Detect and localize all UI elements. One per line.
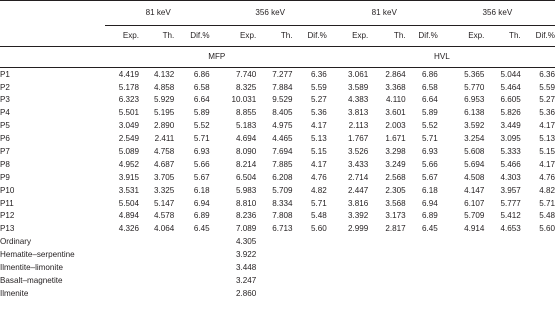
table-cell: 5.466 — [500, 159, 521, 169]
table-cell — [440, 287, 487, 300]
table-cell: 5.71 — [422, 134, 438, 144]
table-row — [0, 158, 555, 171]
table-cell: 5.36 — [539, 108, 555, 118]
table-cell: 5.52 — [193, 121, 210, 131]
table-cell — [176, 261, 211, 274]
table-cell: 5.826 — [500, 108, 521, 118]
table-cell: 5.67 — [422, 172, 438, 182]
table-cell: 3.568 — [385, 198, 406, 208]
table-row — [0, 107, 555, 120]
table-cell: 7.884 — [272, 82, 293, 92]
table-cell: 5.59 — [311, 82, 327, 92]
table-cell: 4.17 — [539, 121, 555, 131]
table-cell: 6.323 — [118, 95, 140, 105]
table-cell: 5.36 — [311, 108, 327, 118]
table-cell — [258, 287, 294, 300]
table-cell — [486, 261, 522, 274]
table-row — [0, 210, 555, 223]
table-cell: 5.504 — [118, 198, 140, 208]
table-cell: 1.671 — [385, 134, 406, 144]
table-cell: 5.71 — [539, 198, 555, 208]
table-cell: 3.049 — [118, 121, 140, 131]
table-row — [0, 94, 555, 107]
table-cell: 1.767 — [348, 134, 369, 144]
row-label: Ilmenite — [0, 288, 29, 298]
table-cell: 5.15 — [311, 146, 327, 156]
table-cell — [523, 236, 555, 249]
table-cell: 6.89 — [422, 211, 438, 221]
group-header-row — [0, 47, 555, 68]
table-cell — [295, 287, 329, 300]
table-cell: 3.705 — [154, 172, 175, 182]
table-cell — [105, 274, 141, 287]
table-cell: 4.82 — [311, 185, 327, 195]
table-row — [0, 223, 555, 236]
row-label: P2 — [0, 82, 10, 92]
table-cell: 3.915 — [118, 172, 140, 182]
table-cell: 4.894 — [118, 211, 140, 221]
table-cell — [486, 274, 522, 287]
table-cell: 5.709 — [272, 185, 293, 195]
table-cell — [295, 261, 329, 274]
table-cell — [370, 236, 407, 249]
corner-cell — [0, 1, 105, 26]
table-row — [0, 145, 555, 158]
table-cell: 5.147 — [154, 198, 175, 208]
table-cell — [295, 248, 329, 261]
table-cell: 4.975 — [272, 121, 293, 131]
table-cell: 2.568 — [385, 172, 406, 182]
table-row — [0, 81, 555, 94]
sub-header-row — [0, 26, 555, 47]
table-cell: 4.76 — [539, 172, 555, 182]
table-cell — [370, 261, 407, 274]
table-cell: 2.305 — [385, 185, 406, 195]
table-cell: 6.45 — [422, 224, 438, 234]
table-cell — [176, 236, 211, 249]
row-label: P1 — [0, 69, 10, 79]
table-cell: 4.508 — [464, 172, 485, 182]
table-cell: 6.504 — [235, 172, 257, 182]
table-cell: 7.740 — [235, 69, 257, 79]
table-cell: 2.999 — [348, 224, 369, 234]
table-cell: 6.36 — [539, 69, 555, 79]
row-label: P7 — [0, 146, 10, 156]
col-header: Exp. — [105, 26, 141, 47]
table-cell: 5.13 — [311, 134, 327, 144]
table-cell — [329, 248, 370, 261]
table-cell: 2.003 — [385, 121, 406, 131]
row-label: P13 — [0, 224, 15, 234]
table-cell: 6.86 — [422, 69, 438, 79]
table-cell: 8.855 — [235, 108, 257, 118]
table-cell: 8.810 — [235, 198, 257, 208]
energy-header-356kev-mfp: 356 keV — [212, 1, 329, 26]
table-row — [0, 171, 555, 184]
table-cell: 5.27 — [311, 95, 327, 105]
table-cell: 4.82 — [539, 185, 555, 195]
table-cell: 4.653 — [500, 224, 521, 234]
table-cell — [258, 274, 294, 287]
table-cell: 2.113 — [348, 121, 369, 131]
table-cell: 6.94 — [193, 198, 210, 208]
table-row — [0, 132, 555, 145]
row-label: Basalt–magnetite — [0, 275, 63, 285]
table-cell: 5.13 — [539, 134, 555, 144]
table-cell: 10.031 — [231, 95, 257, 105]
table-cell — [523, 287, 555, 300]
group-header-mfp: MFP — [105, 47, 329, 68]
table-cell: 5.089 — [118, 146, 140, 156]
table-cell: 5.89 — [422, 108, 438, 118]
table-cell: 3.247 — [235, 275, 257, 285]
table-cell: 7.808 — [272, 211, 293, 221]
col-header: Th. — [486, 26, 522, 47]
corner-cell — [0, 26, 105, 47]
table-cell: 5.27 — [539, 95, 555, 105]
table-cell — [370, 274, 407, 287]
group-header-hvl: HVL — [329, 47, 555, 68]
table-cell: 9.529 — [272, 95, 293, 105]
col-header: Th. — [258, 26, 294, 47]
table-body — [0, 68, 555, 301]
table-cell — [329, 261, 370, 274]
table-cell: 8.090 — [235, 146, 257, 156]
table-cell: 5.71 — [193, 134, 210, 144]
table-cell: 5.929 — [154, 95, 175, 105]
table-row — [0, 287, 555, 300]
table-cell: 5.71 — [311, 198, 327, 208]
table-cell: 8.214 — [235, 159, 257, 169]
table-cell: 3.061 — [348, 69, 369, 79]
table-cell: 3.816 — [348, 198, 369, 208]
table-cell: 7.089 — [235, 224, 257, 234]
table-cell — [105, 248, 141, 261]
table-cell: 5.66 — [422, 159, 438, 169]
table-cell — [105, 261, 141, 274]
table-cell: 6.953 — [464, 95, 485, 105]
energy-header-row — [0, 1, 555, 26]
table-cell: 2.860 — [235, 288, 257, 298]
table-cell — [295, 236, 329, 249]
table-cell — [408, 248, 440, 261]
table-row — [0, 274, 555, 287]
row-label: P8 — [0, 159, 10, 169]
table-cell: 3.601 — [385, 108, 406, 118]
table-cell: 4.694 — [235, 134, 257, 144]
energy-header-81kev-hvl: 81 keV — [329, 1, 440, 26]
table-cell: 2.817 — [385, 224, 406, 234]
table-cell: 6.138 — [464, 108, 485, 118]
corner-cell — [0, 47, 105, 68]
table-cell: 4.465 — [272, 134, 293, 144]
table-cell: 2.714 — [348, 172, 369, 182]
table-cell: 5.66 — [193, 159, 210, 169]
table-cell: 5.777 — [500, 198, 521, 208]
table-row — [0, 120, 555, 133]
table-cell: 3.957 — [500, 185, 521, 195]
table-cell: 5.195 — [154, 108, 175, 118]
table-cell: 6.89 — [193, 211, 210, 221]
table-cell: 5.709 — [464, 211, 485, 221]
table-row — [0, 197, 555, 210]
table-cell: 7.885 — [272, 159, 293, 169]
table-cell: 3.325 — [154, 185, 175, 195]
table-cell: 4.326 — [118, 224, 140, 234]
table-cell: 5.183 — [235, 121, 257, 131]
table-row — [0, 261, 555, 274]
table-cell — [141, 236, 176, 249]
table-cell: 4.17 — [311, 159, 327, 169]
table-cell: 8.236 — [235, 211, 257, 221]
row-label: Ordinary — [0, 237, 32, 247]
table-cell — [295, 274, 329, 287]
table-cell: 4.17 — [539, 159, 555, 169]
table-cell — [141, 261, 176, 274]
col-header: Th. — [370, 26, 407, 47]
row-label: Hematite–serpentine — [0, 250, 75, 260]
table-cell: 3.531 — [118, 185, 140, 195]
table-cell: 4.132 — [154, 69, 175, 79]
table-cell — [329, 236, 370, 249]
table-cell — [440, 261, 487, 274]
table-cell — [258, 236, 294, 249]
col-header: Th. — [141, 26, 176, 47]
col-header: Dif.% — [176, 26, 211, 47]
table-cell — [258, 248, 294, 261]
table-row — [0, 68, 555, 81]
col-header: Exp. — [212, 26, 259, 47]
table-cell: 3.526 — [348, 146, 369, 156]
table-cell: 4.758 — [154, 146, 175, 156]
table-cell — [486, 236, 522, 249]
col-header: Dif.% — [408, 26, 440, 47]
row-label: P5 — [0, 121, 10, 131]
table-cell — [141, 287, 176, 300]
table-cell: 5.770 — [464, 82, 485, 92]
table-cell: 3.922 — [235, 250, 257, 260]
table-cell: 8.405 — [272, 108, 293, 118]
table-cell: 5.60 — [539, 224, 555, 234]
row-label: P12 — [0, 211, 15, 221]
row-label: P10 — [0, 185, 15, 195]
table-cell: 3.095 — [500, 134, 521, 144]
table-row — [0, 248, 555, 261]
table-cell — [408, 261, 440, 274]
col-header: Dif.% — [523, 26, 555, 47]
table-cell — [523, 261, 555, 274]
table-cell: 7.277 — [272, 69, 293, 79]
table-cell: 5.983 — [235, 185, 257, 195]
table-cell — [408, 287, 440, 300]
table-cell — [141, 274, 176, 287]
table-cell — [486, 287, 522, 300]
table-cell — [440, 236, 487, 249]
row-label: P11 — [0, 198, 14, 208]
table-cell: 3.173 — [385, 211, 406, 221]
table-cell: 5.15 — [539, 146, 555, 156]
table-cell: 5.333 — [500, 146, 521, 156]
table-cell: 4.147 — [464, 185, 485, 195]
table-cell: 5.48 — [311, 211, 327, 221]
table-cell: 4.17 — [311, 121, 327, 131]
table-cell: 8.325 — [235, 82, 257, 92]
energy-header-81kev-mfp: 81 keV — [105, 1, 212, 26]
table-cell — [105, 236, 141, 249]
row-label: P3 — [0, 95, 10, 105]
table-cell: 3.592 — [464, 121, 485, 131]
table-cell: 6.86 — [193, 69, 210, 79]
table-cell: 3.589 — [348, 82, 369, 92]
table-cell — [258, 261, 294, 274]
table-cell: 5.464 — [500, 82, 521, 92]
row-label: P6 — [0, 134, 10, 144]
table-cell — [176, 274, 211, 287]
table-cell: 5.608 — [464, 146, 485, 156]
table-cell — [523, 274, 555, 287]
table-cell: 3.254 — [464, 134, 485, 144]
table-cell: 5.48 — [539, 211, 555, 221]
table-cell: 6.93 — [193, 146, 210, 156]
table-cell: 6.64 — [422, 95, 438, 105]
table-cell — [408, 274, 440, 287]
table-cell: 5.67 — [193, 172, 210, 182]
table-cell — [105, 287, 141, 300]
table-cell: 4.858 — [154, 82, 175, 92]
table-cell: 2.864 — [385, 69, 406, 79]
table-cell: 5.178 — [118, 82, 140, 92]
table-cell — [370, 248, 407, 261]
table-cell: 6.58 — [193, 82, 210, 92]
table-cell: 6.18 — [193, 185, 210, 195]
table-cell — [370, 287, 407, 300]
table-cell: 2.890 — [154, 121, 175, 131]
row-label: P9 — [0, 172, 10, 182]
table-cell: 4.76 — [311, 172, 327, 182]
col-header: Dif.% — [295, 26, 329, 47]
table-cell: 3.368 — [385, 82, 406, 92]
table-cell: 5.501 — [118, 108, 140, 118]
table-cell: 5.694 — [464, 159, 485, 169]
table-cell: 5.60 — [311, 224, 327, 234]
table-cell: 4.303 — [500, 172, 521, 182]
table-row — [0, 236, 555, 249]
table-cell: 4.687 — [154, 159, 175, 169]
table-cell: 4.578 — [154, 211, 175, 221]
table-cell: 6.18 — [422, 185, 438, 195]
table-cell — [440, 274, 487, 287]
table-cell: 5.044 — [500, 69, 521, 79]
table-cell: 6.93 — [422, 146, 438, 156]
table-cell: 5.89 — [193, 108, 210, 118]
table-cell: 4.952 — [118, 159, 140, 169]
table-cell: 4.419 — [118, 69, 140, 79]
col-header: Exp. — [329, 26, 370, 47]
table-cell: 6.107 — [464, 198, 485, 208]
table-cell: 6.208 — [272, 172, 293, 182]
table-row — [0, 184, 555, 197]
table-cell: 3.392 — [348, 211, 369, 221]
table-cell: 5.365 — [464, 69, 485, 79]
table-cell: 6.36 — [311, 69, 327, 79]
table-cell — [329, 287, 370, 300]
table-cell: 3.449 — [500, 121, 521, 131]
table-cell: 6.45 — [193, 224, 210, 234]
table-cell: 6.94 — [422, 198, 438, 208]
table-cell: 2.411 — [154, 134, 175, 144]
table-cell — [408, 236, 440, 249]
table-cell: 3.298 — [385, 146, 406, 156]
table-cell: 3.448 — [235, 263, 257, 272]
table-cell — [329, 274, 370, 287]
table-cell — [176, 287, 211, 300]
energy-header-356kev-hvl: 356 keV — [440, 1, 555, 26]
table-cell: 7.694 — [272, 146, 293, 156]
table-cell: 6.58 — [422, 82, 438, 92]
table-cell: 6.713 — [272, 224, 293, 234]
table-cell: 4.914 — [464, 224, 485, 234]
table-cell: 5.59 — [539, 82, 555, 92]
table-cell: 2.549 — [118, 134, 140, 144]
col-header: Exp. — [440, 26, 487, 47]
table-cell: 4.064 — [154, 224, 175, 234]
table-cell: 6.64 — [193, 95, 210, 105]
table-cell: 4.305 — [235, 237, 257, 247]
table-cell: 6.605 — [500, 95, 521, 105]
table-cell: 3.249 — [385, 159, 406, 169]
table-cell: 4.110 — [385, 95, 406, 105]
table-cell: 8.334 — [272, 198, 293, 208]
table-cell: 5.52 — [422, 121, 438, 131]
table-cell — [486, 248, 522, 261]
table-cell — [176, 248, 211, 261]
table-cell — [523, 248, 555, 261]
table-cell: 5.412 — [500, 211, 521, 221]
table-cell: 3.813 — [348, 108, 369, 118]
table-cell: 3.433 — [348, 159, 369, 169]
table-cell — [141, 248, 176, 261]
table-cell: 4.383 — [348, 95, 369, 105]
table-cell: 2.447 — [348, 185, 369, 195]
table-cell — [440, 248, 487, 261]
row-label: Ilmentite–limonite — [0, 263, 63, 272]
row-label: P4 — [0, 108, 10, 118]
